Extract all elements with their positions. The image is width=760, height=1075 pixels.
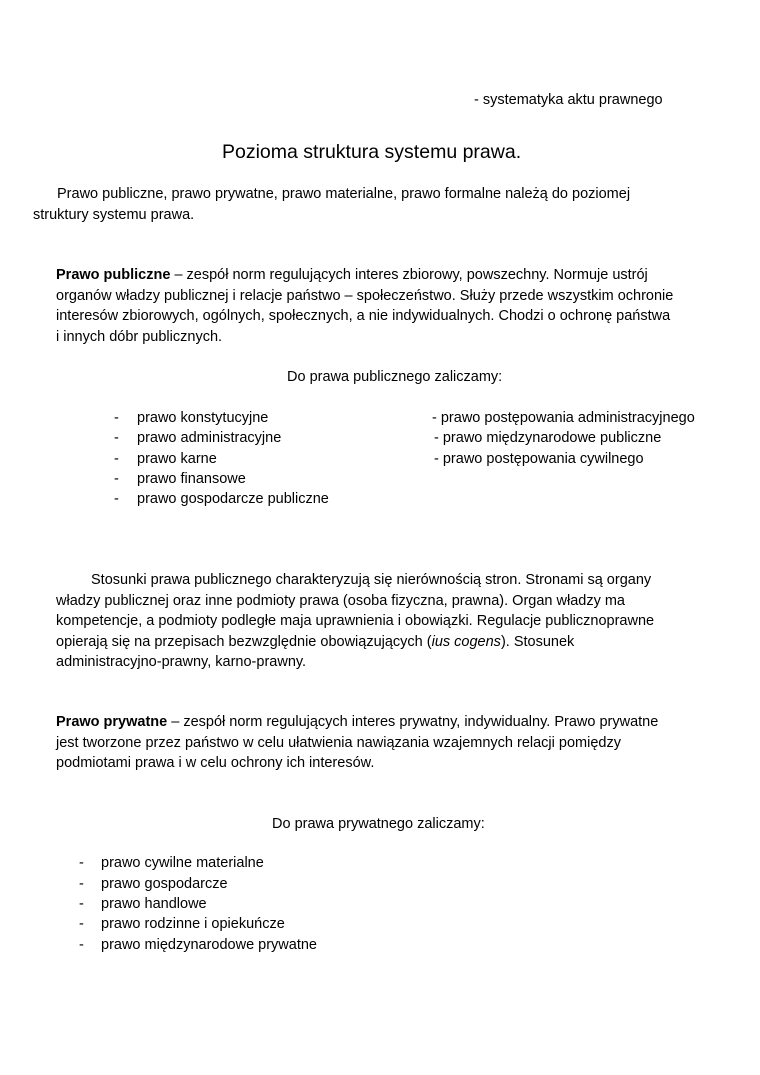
- latin-term: ius cogens: [431, 634, 501, 650]
- list-item: prawo handlowe: [101, 896, 207, 912]
- public-law-def-line-3: interesów zbiorowych, ogólnych, społecznych, a nie indywidualnych. Chodzi o ochronę państwa: [56, 308, 671, 324]
- public-law-list-heading: Do prawa publicznego zaliczamy:: [287, 369, 503, 385]
- relations-line-2: władzy publicznej oraz inne podmioty prawa (osoba fizyczna, prawna). Organ władzy ma: [56, 593, 625, 609]
- list-item-dash: -: [79, 937, 84, 953]
- list-item: prawo gospodarcze publiczne: [137, 491, 329, 507]
- list-item: prawo finansowe: [137, 471, 246, 487]
- list-item: - prawo postępowania administracyjnego: [432, 410, 695, 426]
- list-item-dash: -: [79, 896, 84, 912]
- intro-line-1: Prawo publiczne, prawo prywatne, prawo materialne, prawo formalne należą do poziomej: [57, 186, 631, 202]
- list-item: prawo konstytucyjne: [137, 410, 269, 426]
- list-item-dash: -: [79, 855, 84, 871]
- list-item: - prawo międzynarodowe publiczne: [434, 430, 662, 446]
- relations-line-1: Stosunki prawa publicznego charakteryzują się nierównością stron. Stronami są organy: [91, 572, 652, 588]
- page-title: Pozioma struktura systemu prawa.: [222, 141, 522, 163]
- list-item: prawo cywilne materialne: [101, 855, 264, 871]
- public-law-def-line-4: i innych dóbr publicznych.: [56, 329, 223, 345]
- private-law-def-line-2: jest tworzone przez państwo w celu ułatwienia nawiązania wzajemnych relacji pomiędzy: [56, 735, 621, 751]
- public-law-def-line-2: organów władzy publicznej i relacje państwo – społeczeństwo. Służy przede wszystkim ochronie: [56, 288, 674, 304]
- relations-line-4: opierają się na przepisach bezwzględnie obowiązujących (ius cogens). Stosunek: [56, 634, 575, 650]
- private-law-def-line-3: podmiotami prawa i w celu ochrony ich interesów.: [56, 755, 375, 771]
- public-law-term: Prawo publiczne: [56, 267, 171, 283]
- public-law-def-line-1: Prawo publiczne – zespół norm regulujących interes zbiorowy, powszechny. Normuje ustrój: [56, 267, 648, 283]
- list-item: prawo międzynarodowe prywatne: [101, 937, 317, 953]
- list-item: prawo gospodarcze: [101, 876, 228, 892]
- relations-line-5: administracyjno-prawny, karno-prawny.: [56, 654, 307, 670]
- list-item: prawo administracyjne: [137, 430, 282, 446]
- private-law-list-heading: Do prawa prywatnego zaliczamy:: [272, 816, 485, 832]
- list-item: prawo rodzinne i opiekuńcze: [101, 916, 285, 932]
- list-item-dash: -: [114, 451, 119, 467]
- list-item-dash: -: [79, 876, 84, 892]
- list-item-dash: -: [114, 491, 119, 507]
- list-item: - prawo postępowania cywilnego: [434, 451, 644, 467]
- list-item-dash: -: [114, 410, 119, 426]
- list-item-dash: -: [114, 430, 119, 446]
- intro-line-2: struktury systemu prawa.: [33, 207, 195, 223]
- private-law-term: Prawo prywatne: [56, 714, 168, 730]
- private-law-def-line-1: Prawo prywatne – zespół norm regulujących interes prywatny, indywidualny. Prawo prywatne: [56, 714, 659, 730]
- list-item-dash: -: [114, 471, 119, 487]
- relations-line-3: kompetencje, a podmioty podległe maja uprawnienia i obowiązki. Regulacje publicznoprawne: [56, 613, 655, 629]
- list-item-dash: -: [79, 916, 84, 932]
- list-item: prawo karne: [137, 451, 217, 467]
- header-note: - systematyka aktu prawnego: [474, 92, 663, 108]
